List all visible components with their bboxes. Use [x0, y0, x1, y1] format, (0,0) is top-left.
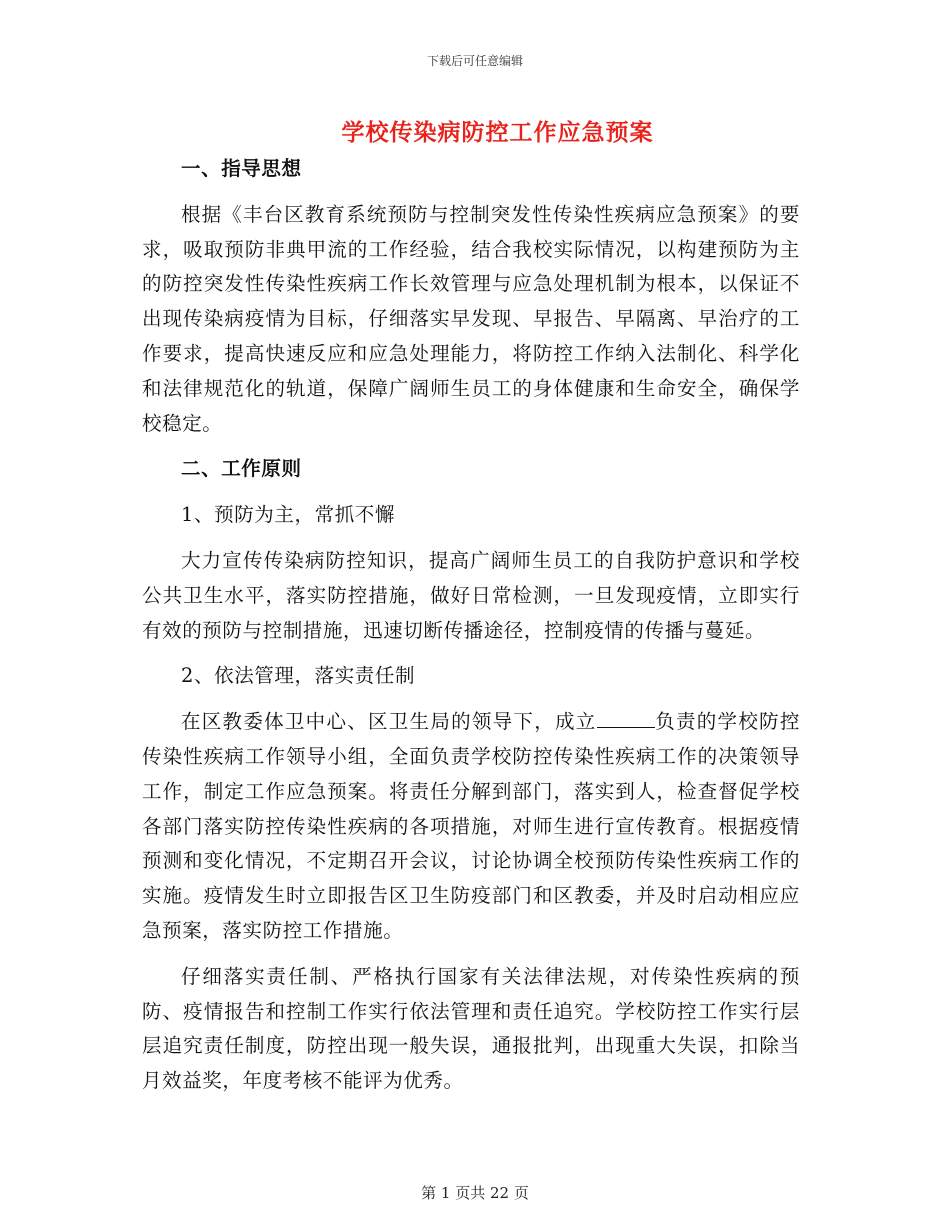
- subheading-lawful-management: 2、依法管理，落实责任制: [181, 664, 416, 688]
- section-heading-work-principles: 二、工作原则: [181, 457, 302, 481]
- document-body: [142, 152, 800, 1099]
- paragraph-responsibility-system: 仔细落实责任制、严格执行国家有关法律法规，对传染性疾病的预防、疫情报告和控制工作实行依法管理和责任追究。学校防控工作实行层层追究责任制度，防控出现一般失误，通报批判，出现重大失误，扣除当月效益奖，年度考核不能评为优秀。: [142, 964, 800, 1093]
- paragraph-guiding-ideology: 根据《丰台区教育系统预防与控制突发性传染性疾病应急预案》的要求，吸取预防非典甲流的工作经验，结合我校实际情况，以构建预防为主的防控突发性传染性疾病工作长效管理与应急处理机制为根本，以保证不出现传染病疫情为目标，仔细落实早发现、早报告、早隔离、早治疗的工作要求，提高快速反应和应急处理能力，将防控工作纳入法制化、科学化和法律规范化的轨道，保障广阔师生员工的身体健康和生命安全，确保学校稳定。: [142, 202, 800, 435]
- fill-in-blank: [597, 709, 655, 728]
- paragraph-prevention-first: 大力宣传传染病防控知识，提高广阔师生员工的自我防护意识和学校公共卫生水平，落实防控措施，做好日常检测，一旦发现疫情，立即实行有效的预防与控制措施，迅速切断传播途径，控制疫情的传播与蔓延。: [142, 548, 800, 642]
- page-footer: 第 1 页共 22 页: [421, 1184, 529, 1202]
- page-header: 下载后可任意编辑: [426, 54, 523, 68]
- section-heading-guiding-ideology: 一、指导思想: [181, 157, 302, 180]
- document-title: 学校传染病防控工作应急预案: [341, 119, 654, 146]
- paragraph-text-before-blank: 在区教委体卫中心、区卫生局的领导下，成立: [181, 710, 597, 734]
- subheading-prevention-first: 1、预防为主，常抓不懈: [181, 503, 396, 527]
- paragraph-text-after-blank: 负责的学校防控传染性疾病工作领导小组，全面负责学校防控传染性疾病工作的决策领导工作，制定工作应急预案。将责任分解到部门，落实到人，检查督促学校各部门落实防控传染性疾病的各项措施，对师生进行宣传教育。根据疫情预测和变化情况，不定期召开会议，讨论协调全校预防传染性疾病工作的实施。疫情发生时立即报告区卫生防疫部门和区教委，并及时启动相应应急预案，落实防控工作措施。: [142, 710, 800, 942]
- paragraph-lawful-management: [142, 705, 800, 949]
